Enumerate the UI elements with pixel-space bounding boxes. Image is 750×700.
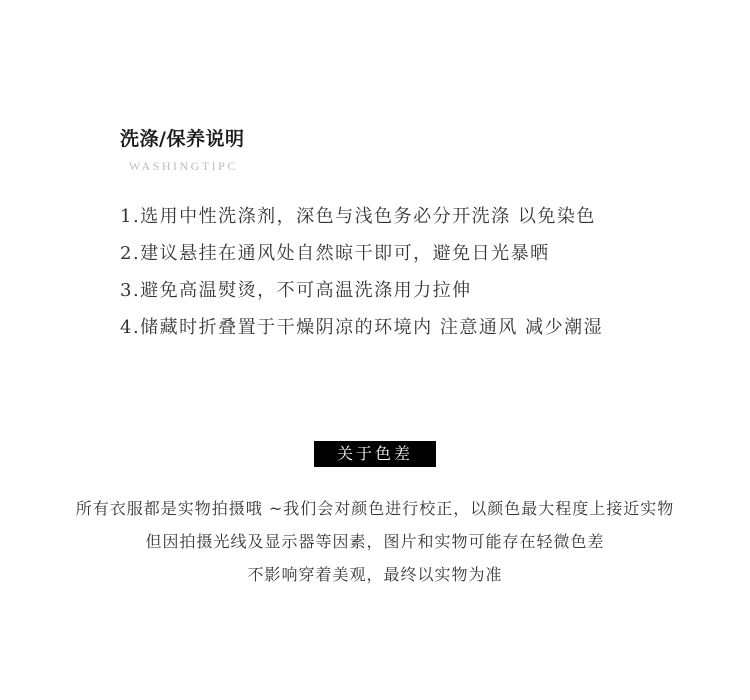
washing-care-subtitle: WASHINGTIPC — [129, 159, 238, 173]
disclaimer-line: 不影响穿着美观，最终以实物为准 — [247, 565, 503, 584]
care-item: 4.储藏时折叠置于干燥阴凉的环境内 注意通风 减少潮湿 — [120, 317, 604, 338]
care-item: 3.避免高温熨烫，不可高温洗涤用力拉伸 — [120, 280, 472, 301]
care-item: 2.建议悬挂在通风处自然晾干即可，避免日光暴晒 — [120, 243, 550, 264]
washing-care-heading: 洗涤/保养说明 — [120, 128, 245, 150]
disclaimer-line: 但因拍摄光线及显示器等因素，图片和实物可能存在轻微色差 — [145, 532, 605, 551]
disclaimer-line: 所有衣服都是实物拍摄哦 ~我们会对颜色进行校正，以颜色最大程度上接近实物 — [75, 499, 675, 518]
color-difference-disclaimer — [0, 492, 750, 591]
care-item: 1.选用中性洗涤剂，深色与浅色务必分开洗涤 以免染色 — [120, 206, 596, 227]
color-difference-heading: 关于色差 — [314, 441, 436, 467]
washing-care-list — [120, 198, 603, 346]
